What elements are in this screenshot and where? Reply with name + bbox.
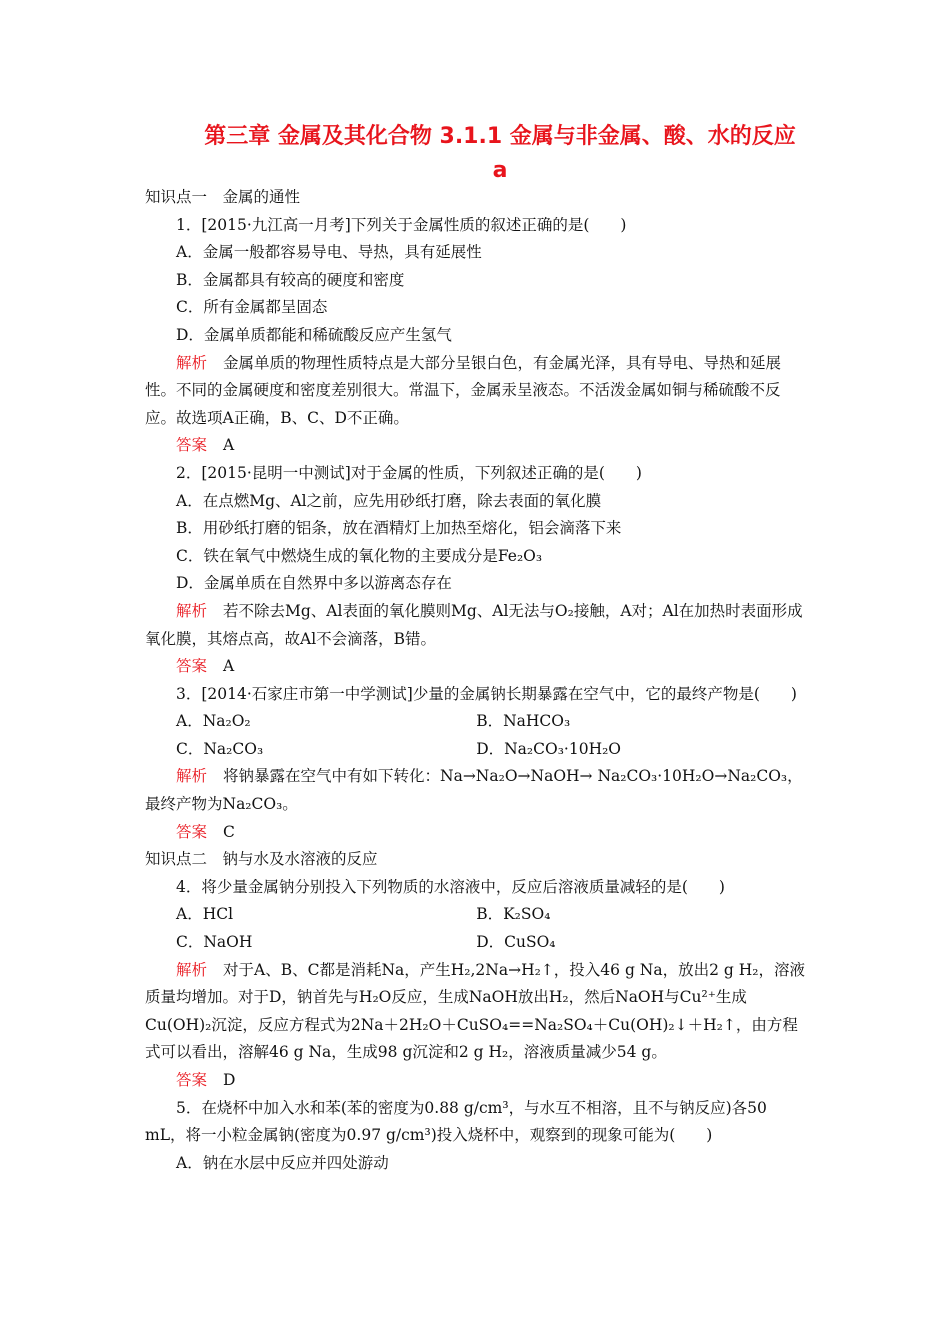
option-row (145, 929, 807, 957)
answer (145, 432, 807, 460)
answer-value: A (223, 436, 235, 455)
document-body (145, 184, 807, 1177)
analysis-text: 金属单质的物理性质特点是大部分呈银白色，有金属光泽，具有导电、导热和延展性。不同的金属硬度和密度差别很大。常温下，金属汞呈液态。不活泼金属如铜与稀硫酸不反应。故选项A正确，B、C、D不正确。 (145, 353, 782, 427)
answer-label: 答案 (176, 436, 208, 455)
question-stem: 5．在烧杯中加入水和苯(苯的密度为0.88 g/cm³，与水互不相溶，且不与钠反应)各50 mL，将一小粒金属钠(密度为0.97 g/cm³)投入烧杯中，观察到的现象可能为( ) (145, 1098, 767, 1145)
analysis-text: 若不除去Mg、Al表面的氧化膜则Mg、Al无法与O₂接触，A对；Al在加热时表面形成氧化膜，其熔点高，故Al不会滴落，B错。 (145, 601, 803, 648)
question-stem: 2．[2015·昆明一中测试]对于金属的性质，下列叙述正确的是( ) (176, 463, 642, 482)
option-d: D．金属单质都能和稀硫酸反应产生氢气 (176, 325, 452, 344)
answer (145, 819, 807, 847)
question-stem: 1．[2015·九江高一月考]下列关于金属性质的叙述正确的是( ) (176, 215, 627, 234)
title-line-2: a (492, 158, 508, 183)
answer-value: D (223, 1071, 236, 1089)
option-c: C．NaOH (176, 933, 253, 952)
option-a: A．金属一般都容易导电、导热，具有延展性 (176, 243, 482, 262)
option-row (145, 736, 807, 764)
analysis (145, 598, 807, 653)
option-a: A．HCl (176, 905, 234, 924)
option-c: C．铁在氧气中燃烧生成的氧化物的主要成分是Fe₂O₃ (176, 546, 543, 565)
option-d: D．CuSO₄ (476, 933, 556, 952)
answer-value: A (223, 657, 235, 676)
question-5 (145, 1095, 807, 1178)
title-line-1: 第三章 金属及其化合物 3.1.1 金属与非金属、酸、水的反应 (204, 124, 796, 149)
answer-label: 答案 (176, 822, 208, 841)
option-row (145, 708, 807, 736)
section-heading-1: 知识点一 金属的通性 (145, 188, 301, 206)
option-b: B．金属都具有较高的硬度和密度 (176, 270, 405, 289)
analysis (145, 763, 807, 818)
analysis (145, 350, 807, 433)
section-heading-2: 知识点二 钠与水及水溶液的反应 (145, 850, 378, 869)
answer-label: 答案 (176, 657, 208, 676)
option-c: C．Na₂CO₃ (176, 739, 264, 758)
option-d: D．金属单质在自然界中多以游离态存在 (176, 574, 452, 593)
answer (145, 653, 807, 681)
analysis-label: 解析 (176, 601, 208, 620)
option-b: B．用砂纸打磨的铝条，放在酒精灯上加热至熔化，铝会滴落下来 (176, 519, 622, 538)
analysis-text: 将钠暴露在空气中有如下转化：Na→Na₂O→NaOH→ Na₂CO₃·10H₂O→Na₂CO₃，最终产物为Na₂CO₃。 (145, 767, 803, 814)
answer-value: C (223, 822, 235, 841)
analysis-text: 对于A、B、C都是消耗Na，产生H₂,2Na→H₂↑，投入46 g Na，放出2 g H₂，溶液质量均增加。对于D，钠首先与H₂O反应，生成NaOH放出H₂，然后NaOH与Cu²⁺生成Cu(OH)₂沉淀，反应方程式为2Na＋2H₂O＋CuSO₄==Na₂SO₄＋Cu(OH)₂↓＋H₂↑，由方程式可以看出，溶解46 g Na，生成98 g沉淀和2 g H₂，溶液质量减少54 g。 (145, 960, 805, 1062)
question-4 (145, 874, 807, 1095)
analysis-label: 解析 (176, 767, 208, 786)
analysis-label: 解析 (176, 353, 208, 372)
option-row (145, 901, 807, 929)
option-b: B．NaHCO₃ (476, 712, 571, 731)
page-title (150, 120, 850, 188)
option-b: B．K₂SO₄ (476, 905, 551, 924)
option-a: A．Na₂O₂ (176, 712, 251, 731)
option-c: C．所有金属都呈固态 (176, 298, 328, 317)
answer (145, 1067, 807, 1095)
question-stem: 3．[2014·石家庄市第一中学测试]少量的金属钠长期暴露在空气中，它的最终产物是( ) (176, 684, 797, 703)
analysis-label: 解析 (176, 960, 208, 979)
question-1 (145, 212, 807, 460)
question-stem: 4．将少量金属钠分别投入下列物质的水溶液中，反应后溶液质量减轻的是( ) (176, 877, 725, 896)
option-a: A．钠在水层中反应并四处游动 (176, 1153, 389, 1172)
question-3 (145, 681, 807, 847)
answer-label: 答案 (176, 1071, 208, 1089)
option-d: D．Na₂CO₃·10H₂O (476, 739, 622, 758)
option-a: A．在点燃Mg、Al之前，应先用砂纸打磨，除去表面的氧化膜 (176, 491, 602, 510)
question-2 (145, 460, 807, 681)
analysis (145, 957, 807, 1067)
